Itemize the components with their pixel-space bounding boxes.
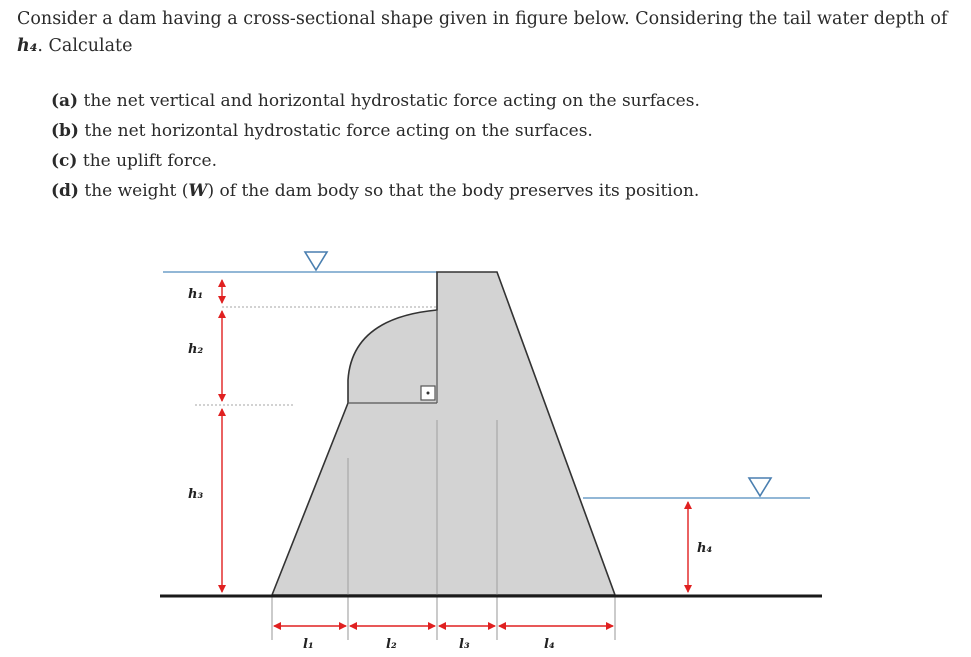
dam-body (272, 272, 615, 595)
intro-text: Consider a dam having a cross-sectional shape given in figure below. Considering the tail water depth of (17, 9, 948, 29)
centroid-marker-icon (421, 386, 435, 400)
question-d-tag: (d) (51, 181, 79, 201)
question-c-tag: (c) (51, 151, 78, 171)
question-b-tag: (b) (51, 121, 79, 141)
question-d-text-end: ) of the dam body so that the body preserves its position. (207, 181, 700, 201)
water-level-triangle-icon (305, 252, 327, 270)
question-d-variable: W (188, 181, 208, 201)
question-d-text: the weight ( (84, 181, 189, 201)
tailwater-triangle-icon (749, 478, 771, 496)
l1-label: l₁ (303, 637, 314, 652)
question-b-text: the net horizontal hydrostatic force acting on the surfaces. (84, 121, 593, 141)
intro-end: . Calculate (37, 36, 133, 56)
question-c-text: the uplift force. (82, 151, 217, 171)
h4-label: h₄ (697, 541, 713, 556)
h2-label: h₂ (188, 342, 204, 357)
question-a-text: the net vertical and horizontal hydrostatic force acting on the surfaces. (83, 91, 700, 111)
l3-label: l₃ (459, 637, 470, 652)
h3-label: h₃ (188, 487, 204, 502)
intro-variable: h₄ (17, 36, 38, 56)
l4-label: l₄ (544, 637, 555, 652)
l2-label: l₂ (386, 637, 397, 652)
h1-label: h₁ (188, 287, 204, 302)
question-a-tag: (a) (51, 91, 79, 111)
